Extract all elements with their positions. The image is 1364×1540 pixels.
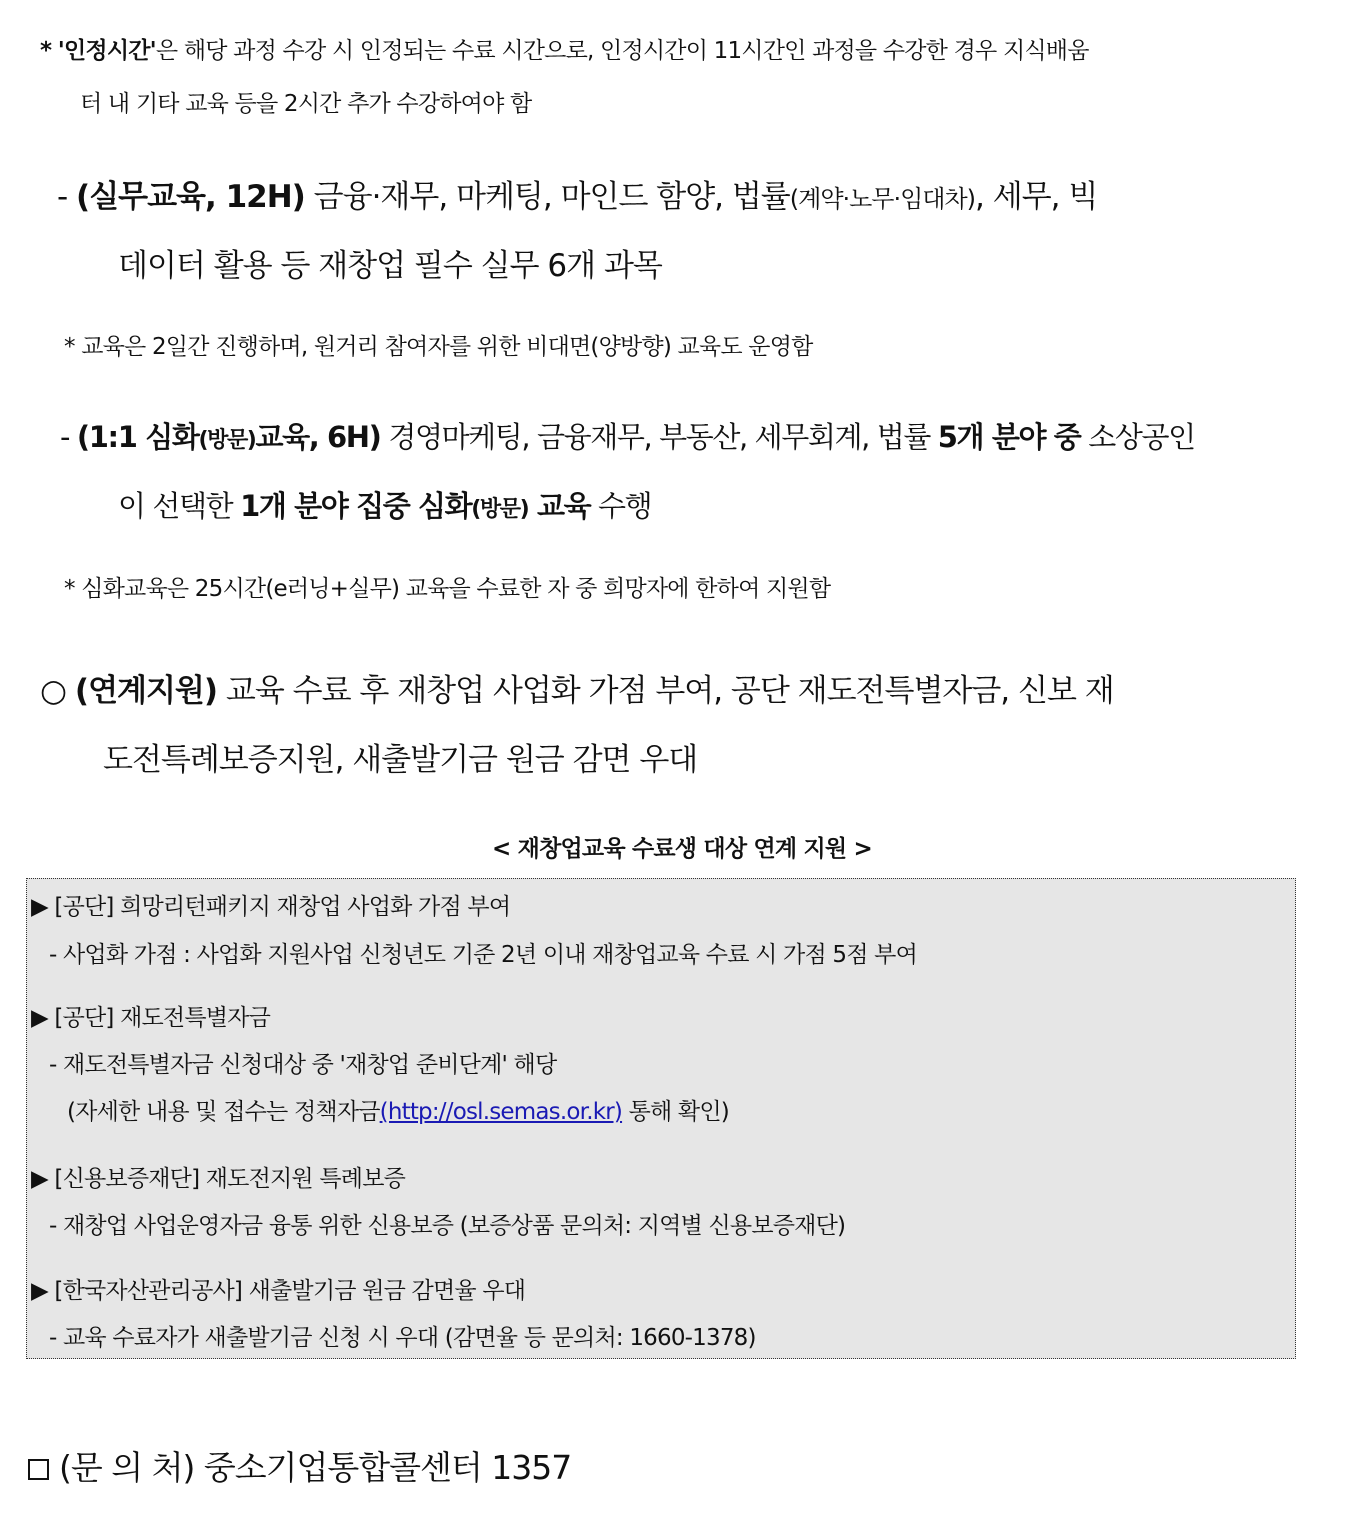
item-practical-text: 금융·재무, 마케팅, 마인드 함양, 법률 xyxy=(304,179,790,215)
item-advanced-heading-small: (방문) xyxy=(198,428,256,453)
note-star: * xyxy=(40,38,52,64)
item-linked-support xyxy=(40,665,1114,710)
contact-line xyxy=(28,1442,571,1489)
item-advanced-line2-small: (방문) xyxy=(471,497,529,522)
circle-bullet-icon: ○ xyxy=(40,673,67,709)
note-recognized-hours-line2: 터 내 기타 교육 등을 2시간 추가 수강하여야 함 xyxy=(80,91,532,117)
box-item-sub: - 사업화 가점 : 사업화 지원사업 신청년도 기준 2년 이내 재창업교육 수료 시 가점 5점 부여 xyxy=(49,942,917,968)
item-advanced-line2-bold: 1개 분야 집중 심화 xyxy=(240,489,472,523)
item-advanced-text-end: 소상공인 xyxy=(1080,420,1195,454)
item-practical-text-end: , 세무, 빅 xyxy=(975,179,1098,215)
item-advanced-line2 xyxy=(118,484,651,525)
support-heading: (연계지원) xyxy=(74,673,218,709)
semas-link[interactable]: (http://osl.semas.or.kr) xyxy=(379,1099,623,1125)
support-line2: 도전특례보증지원, 새출발기금 원금 감면 우대 xyxy=(103,742,698,778)
box-note-text: (자세한 내용 및 접수는 정책자금 xyxy=(67,1099,380,1125)
item-advanced-heading-b: 교육, 6H) xyxy=(255,420,381,454)
note-education-days: * 교육은 2일간 진행하며, 원거리 참여자를 위한 비대면(양방향) 교육도 운영함 xyxy=(64,334,813,360)
note-advanced-eligibility: * 심화교육은 25시간(e러닝+실무) 교육을 수료한 자 중 희망자에 한하여 지원함 xyxy=(64,576,831,602)
box-item-head: ▶ [한국자산관리공사] 새출발기금 원금 감면율 우대 xyxy=(31,1278,526,1304)
box-item-sub-note xyxy=(67,1093,729,1126)
item-practical-small: (계약·노무·임대차) xyxy=(789,185,976,213)
box-item-head: ▶ [공단] 재도전특별자금 xyxy=(31,1005,271,1031)
box-item-sub: - 재창업 사업운영자금 융통 위한 신용보증 (보증상품 문의처: 지역별 신용보증재단) xyxy=(49,1213,846,1239)
item-practical-education xyxy=(57,171,1097,216)
item-advanced-line2-text: 이 선택한 xyxy=(118,489,241,523)
note-text: 은 해당 과정 수강 시 인정되는 수료 시간으로, 인정시간이 11시간인 과정을 수강한 경우 지식배움 xyxy=(155,38,1089,64)
contact-text: (문 의 처) 중소기업통합콜센터 1357 xyxy=(59,1448,572,1487)
dash-marker: - xyxy=(60,420,70,454)
note-recognized-hours xyxy=(40,32,1089,65)
box-title: < 재창업교육 수료생 대상 연계 지원 > xyxy=(491,836,873,862)
checkbox-square-icon xyxy=(28,1459,49,1480)
item-advanced-education xyxy=(60,415,1195,456)
item-advanced-line2-bold-b: 교육 xyxy=(528,489,591,523)
item-advanced-text: 경영마케팅, 금융재무, 부동산, 세무회계, 법률 xyxy=(380,420,938,454)
item-advanced-line2-end: 수행 xyxy=(590,489,652,523)
box-item-head: ▶ [신용보증재단] 재도전지원 특례보증 xyxy=(31,1166,406,1192)
box-note-text-end: 통해 확인) xyxy=(622,1099,729,1125)
item-advanced-heading-a: (1:1 심화 xyxy=(76,420,199,454)
item-advanced-bold: 5개 분야 중 xyxy=(937,420,1081,454)
box-item-sub: - 재도전특별자금 신청대상 중 '재창업 준비단계' 해당 xyxy=(49,1052,557,1078)
support-text: 교육 수료 후 재창업 사업화 가점 부여, 공단 재도전특별자금, 신보 재 xyxy=(217,673,1114,709)
note-bold-term: '인정시간' xyxy=(57,38,156,64)
item-practical-line2: 데이터 활용 등 재창업 필수 실무 6개 과목 xyxy=(118,248,662,284)
box-item-head: ▶ [공단] 희망리턴패키지 재창업 사업화 가점 부여 xyxy=(31,894,511,920)
box-item-sub: - 교육 수료자가 새출발기금 신청 시 우대 (감면율 등 문의처: 1660-1378) xyxy=(49,1325,756,1351)
item-practical-heading: (실무교육, 12H) xyxy=(76,179,305,215)
support-info-box xyxy=(26,878,1296,1359)
dash-marker: - xyxy=(57,179,68,215)
